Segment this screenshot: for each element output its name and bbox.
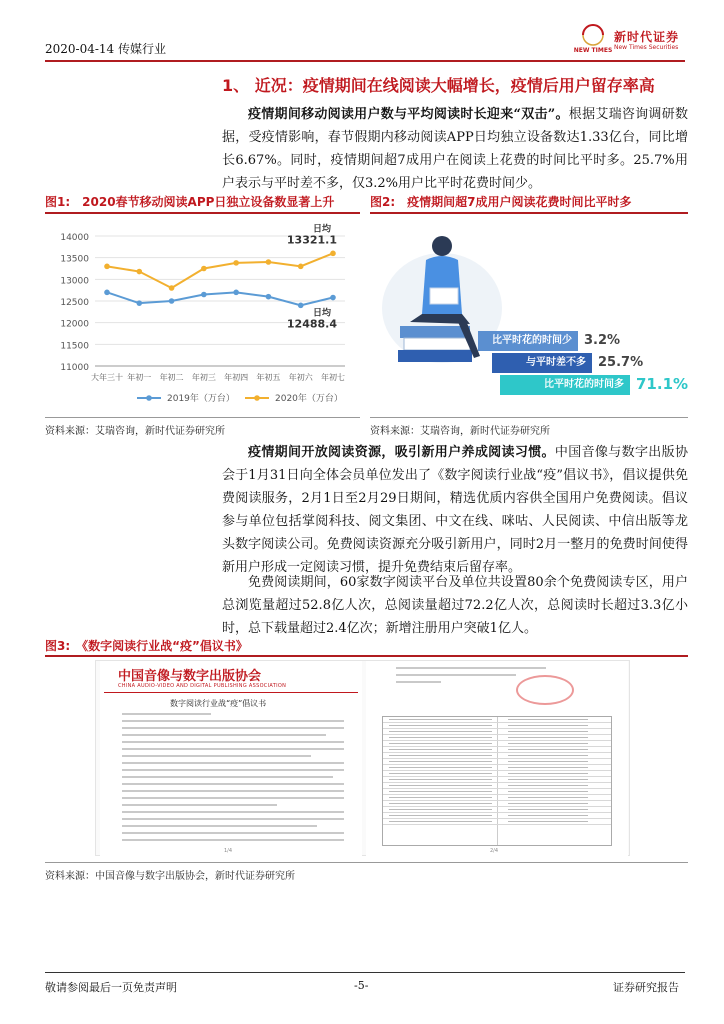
paragraph-2-body: 中国音像与数字出版协会于1月31日向全体会员单位发出了《数字阅读行业战“疫”倡议书》，倡议提供免费阅读服务，2月1日至2月29日期间，精选优质内容供全国用户免费阅读。倡议参与单位包括掌阅科技、阅文集团、中文在线、咪咕、人民阅读、中信出版等龙头数字阅读公司。免费阅读资源充分吸引新用户，同时2月一整月的免费时间使得新用户形成一定阅读习惯，提升免费结束后留存率。	[222, 445, 688, 575]
figure-2-rule	[370, 212, 688, 214]
header-rule	[45, 60, 685, 62]
legend-label: 2020年（万台）	[275, 394, 343, 404]
document-page-left	[100, 661, 362, 857]
data-point	[266, 259, 272, 265]
document-page-right	[366, 661, 628, 857]
annotation-value: 13321.1	[286, 233, 337, 247]
figure-2-chart	[370, 218, 688, 413]
data-point	[330, 251, 336, 257]
footer-report-type: 证券研究报告	[613, 981, 679, 994]
x-tick-label: 年初三	[191, 373, 216, 382]
figure-1-chart	[45, 218, 360, 413]
x-tick-label: 年初二	[159, 373, 184, 382]
annotation-label: 日均	[312, 308, 331, 319]
figure-1-source-rule	[45, 417, 360, 418]
x-tick-label: 年初四	[224, 373, 249, 382]
paragraph-1-lead: 疫情期间移动阅读用户数与平均阅读时长迎来“双击”。	[248, 107, 569, 122]
annotation-label: 日均	[312, 224, 331, 235]
stat-bar-value: 71.1%	[636, 375, 689, 393]
logo-chinese: 新时代证券	[614, 30, 680, 44]
stat-bar-value: 25.7%	[598, 355, 644, 370]
data-point	[104, 264, 110, 270]
data-point	[169, 285, 175, 291]
official-seal-icon	[516, 675, 574, 705]
data-point	[233, 260, 239, 266]
y-tick-label: 12500	[60, 298, 89, 308]
data-point	[266, 294, 272, 300]
figure-2-title: 图2: 疫情期间超7成用户阅读花费时间比平时多	[370, 195, 632, 209]
data-point	[169, 298, 175, 304]
stat-bar-label: 比平时花的时间多	[544, 379, 624, 390]
data-point	[233, 290, 239, 296]
y-tick-label: 12000	[60, 319, 89, 330]
footer-page-number: -5-	[354, 979, 369, 992]
figure-1-rule	[45, 212, 360, 214]
logo-mark-text: NEW TIMES	[574, 47, 612, 54]
document-org-english: CHINA AUDIO-VIDEO AND DIGITAL PUBLISHING ASSOCIATION	[118, 683, 287, 689]
logo-mark-icon	[574, 22, 612, 56]
x-tick-label: 年初一	[127, 373, 152, 382]
x-tick-label: 年初五	[256, 373, 281, 382]
data-point	[136, 269, 142, 275]
y-tick-label: 13500	[60, 254, 89, 265]
paragraph-1	[222, 103, 688, 195]
line-chart	[45, 218, 360, 413]
stat-bar-label: 与平时差不多	[526, 357, 586, 368]
stat-bar	[500, 375, 630, 395]
data-point	[201, 266, 207, 272]
document-page-number-left: 1/4	[224, 848, 233, 854]
stat-bar-label: 比平时花的时间少	[492, 335, 572, 346]
figure-2-source: 资料来源：艾瑞咨询，新时代证券研究所	[370, 426, 550, 437]
section-title: 1、 近况：疫情期间在线阅读大幅增长，疫情后用户留存率高	[222, 76, 655, 95]
data-point	[201, 292, 207, 298]
y-tick-label: 13000	[60, 276, 89, 287]
x-tick-label: 年初六	[288, 373, 313, 382]
legend-marker	[146, 395, 152, 401]
book-icon	[398, 350, 472, 362]
figure-1-title: 图1: 2020春节移动阅读APP日独立设备数显著上升	[45, 195, 335, 209]
data-point	[330, 295, 336, 301]
participant-table	[382, 716, 612, 846]
y-tick-label: 11000	[60, 363, 89, 373]
document-text-lines	[122, 713, 344, 846]
x-tick-label: 大年三十	[91, 373, 123, 382]
y-tick-label: 14000	[60, 233, 89, 243]
data-point	[298, 303, 304, 309]
figure-3-source-rule	[45, 862, 688, 863]
footer-rule	[45, 972, 685, 973]
legend-label: 2019年（万台）	[167, 394, 235, 404]
y-tick-label: 11500	[60, 341, 89, 352]
footer-disclaimer[interactable]: 敬请参阅最后一页免责声明	[45, 981, 177, 994]
paragraph-1-body: 根据艾瑞咨询调研数据，受疫情影响，春节假期内移动阅读APP日均独立设备数达1.33亿台，同比增长6.67%。同时，疫情期间超7成用户在阅读上花费的时间比平时多。25.7%用户表示与平时差不多，仅3.2%用户比平时花费时间少。	[222, 107, 688, 191]
paragraph-3: 免费阅读期间，60家数字阅读平台及单位共设置80余个免费阅读专区，用户总浏览量超过52.8亿人次，总阅读量超过72.2亿人次，总阅读时长超过3.3亿小时，总下载量超过2.4亿次；新增注册用户突破1亿人。	[222, 575, 688, 636]
open-book-icon	[430, 288, 458, 304]
paragraph-2	[222, 441, 688, 579]
book-icon	[404, 338, 470, 350]
annotation-value: 12488.4	[286, 317, 337, 331]
stat-bar	[492, 353, 592, 373]
figure-3-source: 资料来源：中国音像与数字出版协会，新时代证券研究所	[45, 871, 295, 882]
book-icon	[400, 326, 470, 338]
data-point	[298, 264, 304, 270]
document-org-name: 中国音像与数字出版协会	[118, 669, 262, 684]
data-point	[104, 290, 110, 296]
initiative-document-image	[95, 660, 630, 856]
person-head-icon	[432, 236, 452, 256]
document-page-number-right: 2/4	[490, 848, 499, 854]
figure-3-rule	[45, 655, 688, 657]
header-date-sector: 2020-04-14 传媒行业	[45, 42, 167, 56]
figure-3-title: 图3: 《数字阅读行业战“疫”倡议书》	[45, 639, 248, 653]
stat-bar-value: 3.2%	[584, 333, 621, 348]
figure-1-source: 资料来源：艾瑞咨询，新时代证券研究所	[45, 426, 225, 437]
document-org-rule	[104, 692, 358, 693]
legend-marker	[254, 395, 260, 401]
data-point	[136, 300, 142, 306]
brand-logo	[574, 22, 686, 56]
logo-english: New Times Securities	[614, 44, 679, 51]
paragraph-2-lead: 疫情期间开放阅读资源，吸引新用户养成阅读习惯。	[248, 445, 555, 460]
figure-2-source-rule	[370, 417, 688, 418]
stat-bar	[478, 331, 578, 351]
x-tick-label: 年初七	[321, 373, 345, 382]
document-heading: 数字阅读行业战“疫”倡议书	[170, 699, 267, 708]
person-body-icon	[422, 256, 462, 314]
